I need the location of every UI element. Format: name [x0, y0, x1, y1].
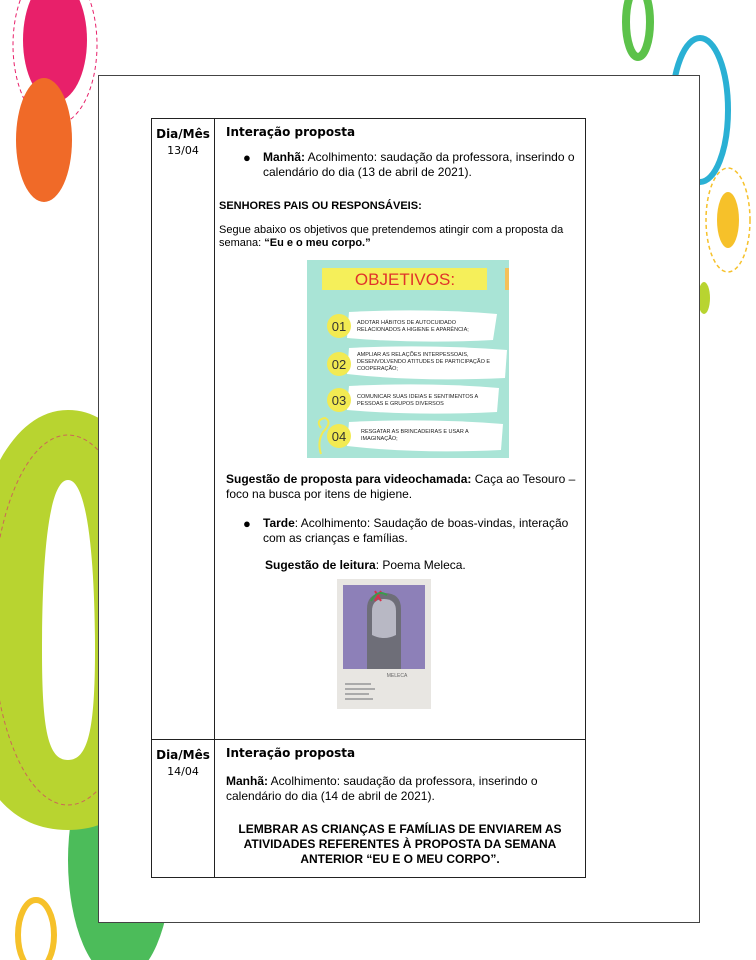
reminder-text: LEMBRAR AS CRIANÇAS E FAMÍLIAS DE ENVIAREM AS ATIVIDADES REFERENTES À PROPOSTA DA SEMANA ANTERIOR “EU E O MEU CORPO”.	[238, 822, 562, 866]
morning-text: Acolhimento: saudação da professora, inserindo o calendário do dia (14 de abril de 2021).	[226, 774, 538, 803]
morning-item	[226, 774, 545, 804]
svg-text:COMUNICAR SUAS IDEIAS E SENTIM: COMUNICAR SUAS IDEIAS E SENTIMENTOS A PESSOAS E GRUPOS DIVERSOS	[357, 394, 479, 407]
date-cell	[152, 740, 215, 878]
book-title: MELECA	[386, 673, 408, 679]
book-cover-image	[337, 579, 431, 709]
afternoon-text: : Acolhimento: Saudação de boas-vindas, interação com as crianças e famílias.	[263, 516, 569, 545]
objectives-image	[307, 260, 509, 458]
date-header: Dia/Mês	[156, 127, 210, 141]
afternoon-item	[243, 516, 579, 546]
interaction-title: Interação proposta	[226, 125, 356, 139]
yellow-ring-bottom	[18, 900, 54, 960]
notice-title: SENHORES PAIS OU RESPONSÁVEIS:	[219, 200, 422, 212]
date-header: Dia/Mês	[156, 748, 210, 762]
orange-blob	[16, 78, 72, 202]
svg-text:RESGATAR AS BRINCADEIRAS E USA: RESGATAR AS BRINCADEIRAS E USAR A IMAGINAÇÃO;	[361, 429, 469, 442]
objective-item-3	[327, 384, 499, 413]
bullet-icon: ●	[243, 516, 251, 531]
content-cell	[215, 119, 586, 740]
objective-number: 02	[331, 357, 347, 372]
activity-table	[151, 118, 586, 878]
objective-item-1	[327, 310, 497, 341]
notice-paragraph	[219, 224, 579, 250]
bullet-icon: ●	[243, 150, 251, 165]
objectives-title: OBJETIVOS:	[354, 270, 456, 289]
video-text: Caça ao Tesouro – foco na busca por itens de higiene.	[226, 472, 576, 501]
morning-item	[243, 150, 579, 180]
yellow-blob-right	[717, 192, 739, 248]
reading-text: : Poema Meleca.	[375, 558, 466, 572]
week-theme: “Eu e o meu corpo.”	[264, 237, 371, 249]
morning-text: Acolhimento: saudação da professora, inserindo o calendário do dia (13 de abril de 2021).	[263, 150, 575, 179]
document-page	[98, 75, 700, 923]
green-ring-top	[626, 0, 650, 57]
video-suggestion	[226, 472, 579, 502]
afternoon-label: Tarde	[263, 516, 295, 530]
morning-label: Manhã:	[263, 150, 305, 164]
objective-item-2	[327, 346, 507, 379]
table-row	[152, 119, 586, 740]
morning-label: Manhã:	[226, 774, 268, 788]
interaction-title: Interação proposta	[226, 746, 356, 760]
svg-text:AMPLIAR AS RELAÇÕES INTERPESSO: AMPLIAR AS RELAÇÕES INTERPESSOAIS, DESENVOLVENDO ATITUDES DE PARTICIPAÇÃO E COOPERAÇÃO;	[357, 352, 491, 372]
table-row	[152, 740, 586, 878]
objective-number: 01	[331, 319, 347, 334]
content-cell	[215, 740, 586, 878]
video-label: Sugestão de proposta para videochamada:	[226, 472, 472, 486]
objective-number: 04	[331, 429, 347, 444]
reading-label: Sugestão de leitura	[265, 558, 376, 572]
date-value: 13/04	[167, 144, 199, 157]
date-value: 14/04	[167, 765, 199, 778]
date-cell	[152, 119, 215, 740]
reading-suggestion	[265, 558, 585, 573]
svg-text:ADOTAR HÁBITOS DE AUTOCUIDADOR: ADOTAR HÁBITOS DE AUTOCUIDADO RELACIONADOS A HIGIENE E APARÊNCIA;	[357, 320, 469, 333]
objective-number: 03	[331, 393, 347, 408]
notice-text: Segue abaixo os objetivos que pretendemos atingir com a proposta da semana:	[219, 224, 564, 249]
